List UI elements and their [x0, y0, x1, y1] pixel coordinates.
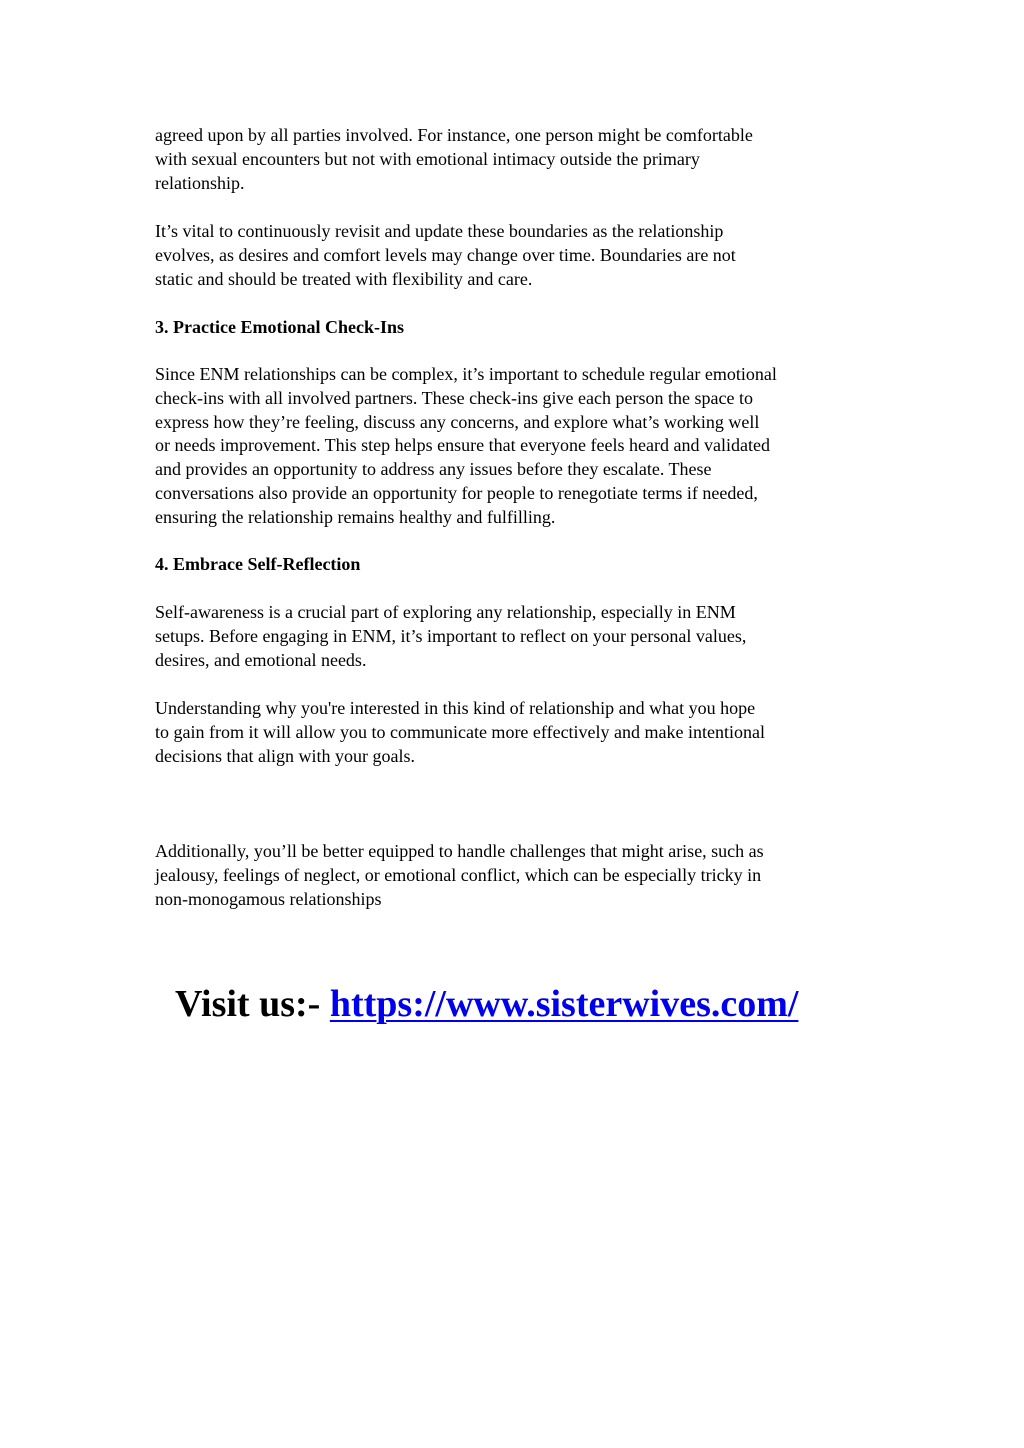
paragraph-additional-challenges: Additionally, you’ll be better equipped to handle challenges that might arise, such as jealousy, feelings of neglect, or emotional conflict, which can be especially tricky in non-monogamous relationships: [155, 841, 764, 909]
paragraph-emotional-check-ins: Since ENM relationships can be complex, it’s important to schedule regular emotional check-ins with all involved partners. These check-ins give each person the space to express how they’re feeling, discuss any concerns, and explore what’s working well or needs improvement. This step helps ensure that everyone feels heard and validated and provides an opportunity to address any issues before they escalate. These conversations also provide an opportunity for people to renegotiate terms if needed, ensuring the relationship remains healthy and fulfilling.: [155, 364, 777, 527]
paragraph-revisit-boundaries: It’s vital to continuously revisit and update these boundaries as the relationship evolves, as desires and comfort levels may change over time. Boundaries are not static and should be treated with flexibility and care.: [155, 221, 736, 289]
paragraph-boundaries-agreement: agreed upon by all parties involved. For instance, one person might be comfortable with sexual encounters but not with emotional intimacy outside the primary relationship.: [155, 125, 753, 193]
website-link[interactable]: https://www.sisterwives.com/: [329, 983, 799, 1025]
visit-us-label: Visit us:-: [175, 983, 330, 1025]
section-heading-self-reflection: 4. Embrace Self-Reflection: [155, 554, 361, 574]
paragraph-self-awareness: Self-awareness is a crucial part of exploring any relationship, especially in ENM setups. Before engaging in ENM, it’s important to reflect on your personal values, desires, and emotional needs.: [155, 602, 747, 670]
visit-us-line: [175, 980, 935, 1028]
section-heading-emotional-check-ins: 3. Practice Emotional Check-Ins: [155, 317, 404, 337]
paragraph-understanding-interest: Understanding why you're interested in this kind of relationship and what you hope to gain from it will allow you to communicate more effectively and make intentional decisions that align with your goals.: [155, 698, 765, 766]
